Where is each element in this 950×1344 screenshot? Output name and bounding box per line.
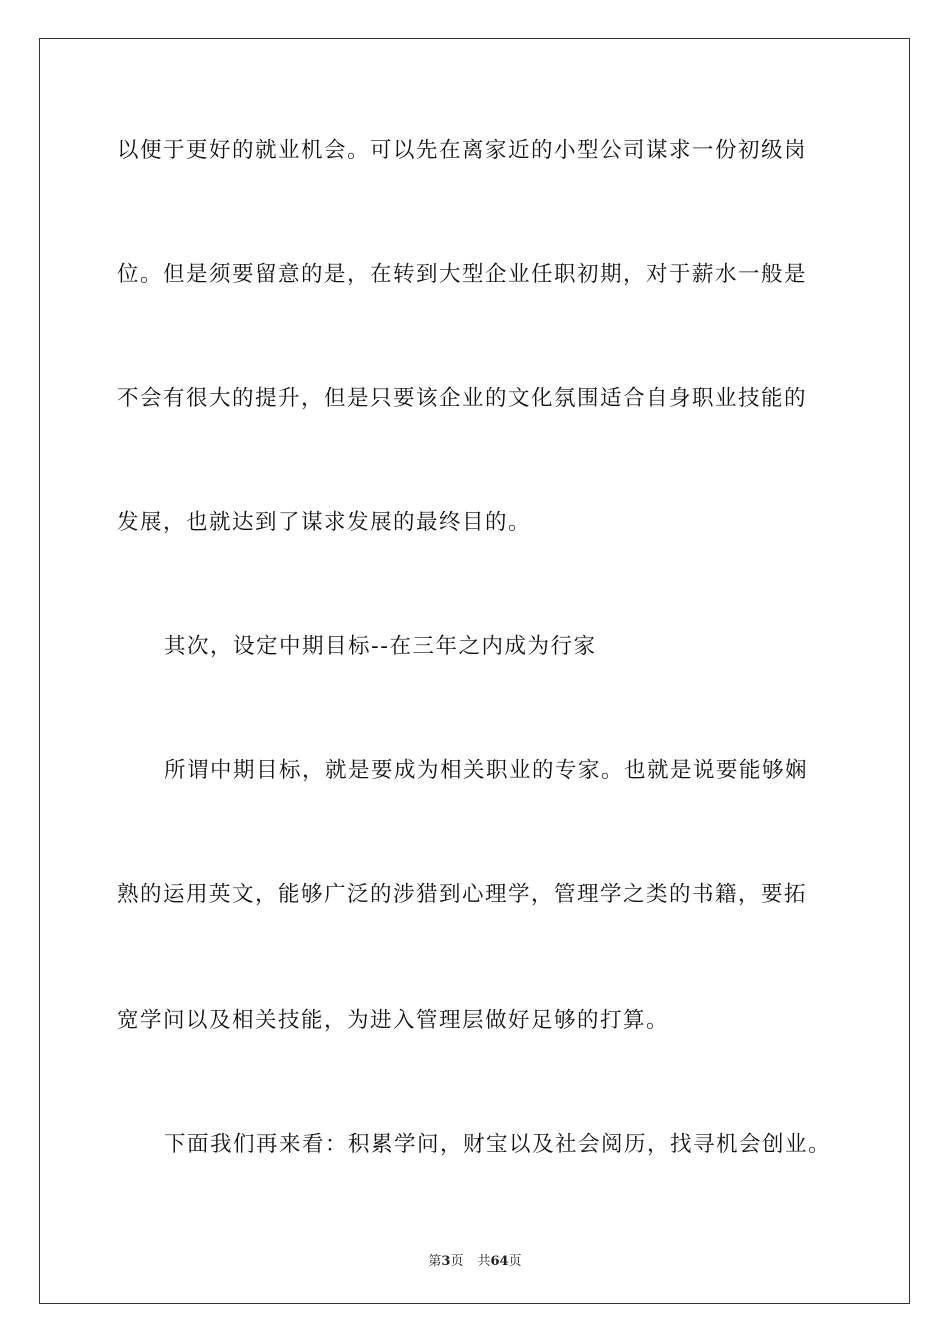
- paragraph-line: 宽学问以及相关技能，为进入管理层做好足够的打算。: [117, 1008, 670, 1033]
- total-prefix: 共: [477, 1254, 491, 1269]
- page-suffix: 页: [450, 1254, 464, 1269]
- paragraph-line: 所谓中期目标，就是要成为相关职业的专家。也就是说要能够娴: [164, 758, 809, 783]
- paragraph-line: 不会有很大的提升，但是只要该企业的文化氛围适合自身职业技能的: [117, 386, 808, 411]
- total-suffix: 页: [508, 1254, 522, 1269]
- paragraph-line: 以便于更好的就业机会。可以先在离家近的小型公司谋求一份初级岗: [117, 138, 808, 163]
- paragraph-line: 位。但是须要留意的是，在转到大型企业任职初期，对于薪水一般是: [117, 262, 808, 287]
- paragraph-line: 熟的运用英文，能够广泛的涉猎到心理学，管理学之类的书籍，要拓: [117, 882, 808, 907]
- page-number: 3: [441, 1254, 451, 1269]
- total-pages: 64: [490, 1254, 509, 1269]
- section-heading: 其次，设定中期目标--在三年之内成为行家: [164, 634, 597, 659]
- paragraph-line: 发展，也就达到了谋求发展的最终目的。: [117, 510, 532, 535]
- page-border: [39, 38, 910, 1304]
- page-prefix: 第: [428, 1254, 442, 1269]
- page-footer: [0, 1250, 950, 1269]
- paragraph-line: 下面我们再来看：积累学问，财宝以及社会阅历，找寻机会创业。: [164, 1132, 832, 1157]
